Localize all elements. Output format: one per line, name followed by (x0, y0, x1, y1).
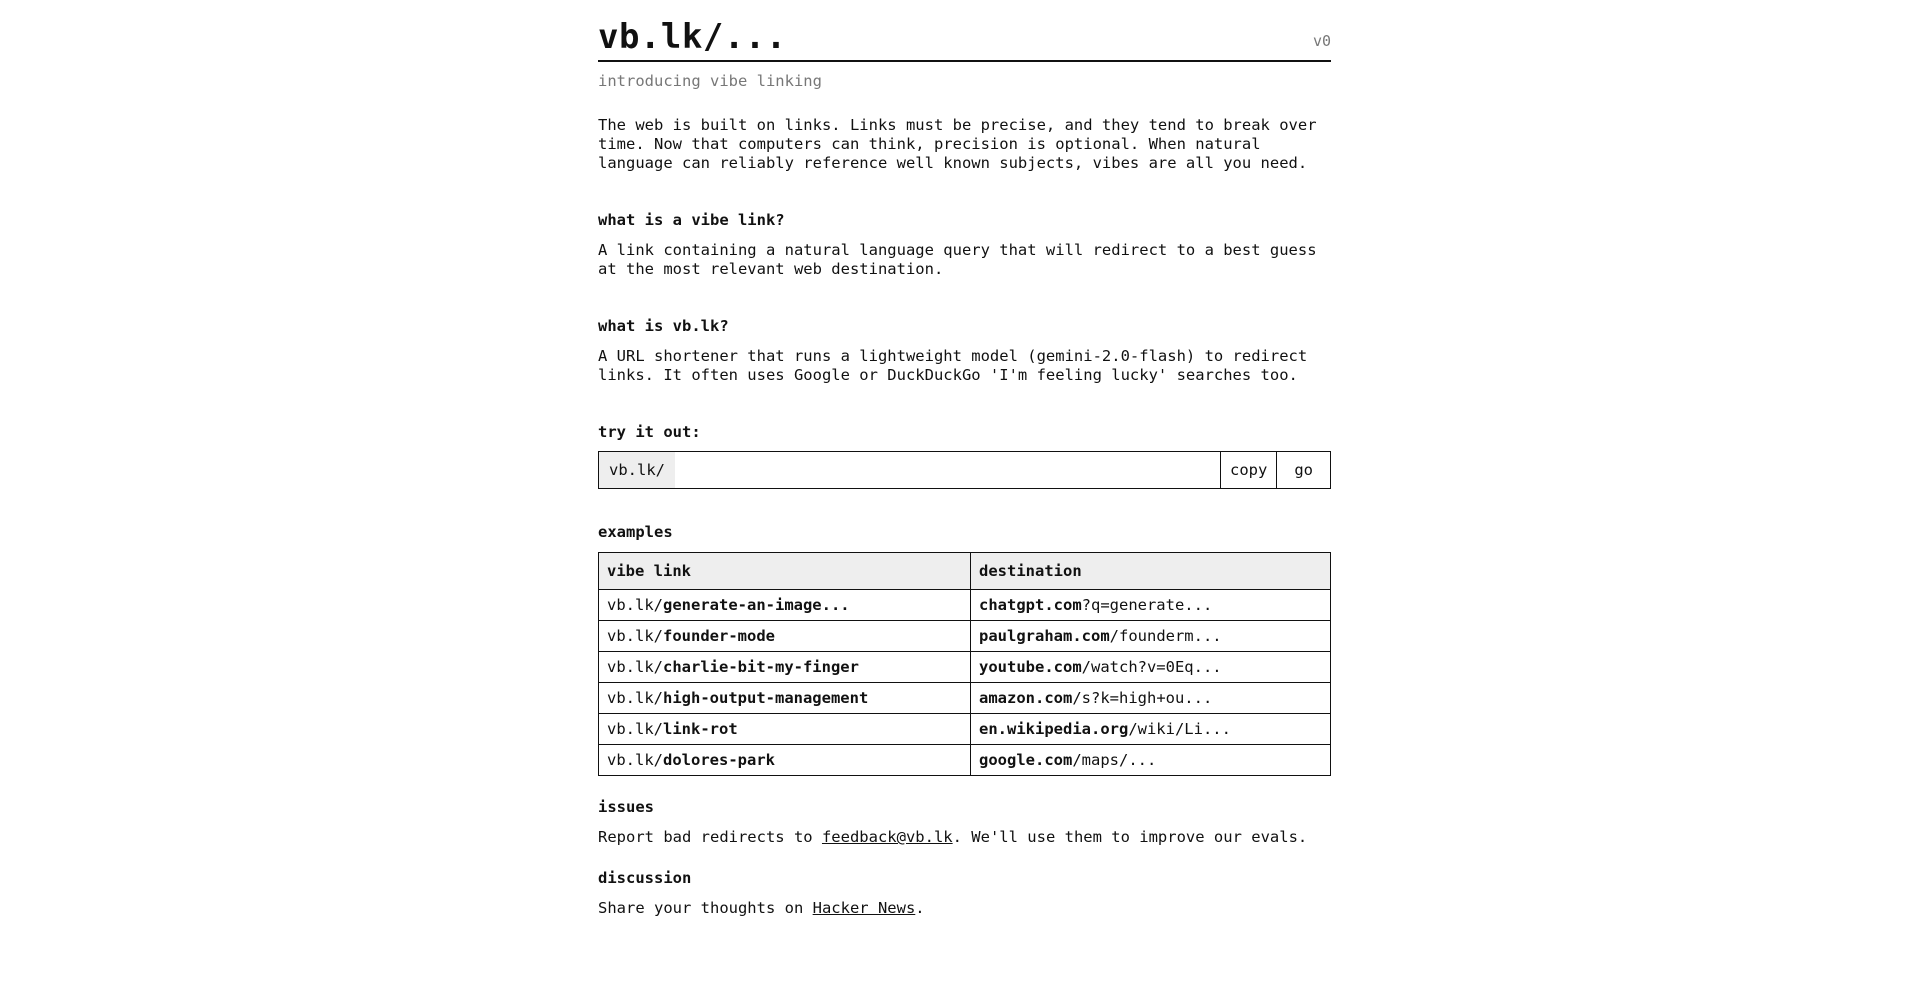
go-button[interactable]: go (1276, 452, 1330, 488)
section-heading: discussion (598, 869, 692, 887)
examples-table (598, 552, 1331, 776)
column-header-vibe-link: vibe link (599, 553, 971, 590)
vibe-query-input[interactable] (675, 452, 1220, 488)
subtitle: introducing vibe linking (598, 72, 822, 90)
link-slug: charlie-bit-my-finger (663, 658, 859, 676)
dest-path: /maps/... (1072, 751, 1157, 769)
destination-cell (971, 683, 1331, 714)
dest-domain: paulgraham.com (979, 627, 1110, 645)
link-slug: generate-an-image... (663, 596, 850, 614)
link-slug: high-output-management (663, 689, 869, 707)
dest-path: /s?k=high+ou... (1072, 689, 1213, 707)
table-header-row (599, 553, 1331, 590)
hacker-news-link[interactable]: Hacker News (812, 899, 916, 917)
section-what-is-vblk (598, 317, 1331, 385)
try-it-form (598, 451, 1331, 489)
section-heading: issues (598, 798, 654, 816)
section-text (598, 899, 1331, 918)
dest-path: /watch?v=0Eq... (1081, 658, 1222, 676)
section-try-it (598, 423, 1331, 489)
destination-cell (971, 621, 1331, 652)
section-issues (598, 798, 1331, 847)
section-text: A URL shortener that runs a lightweight model (gemini-2.0-flash) to redirect links. It often uses Google or DuckDuckGo 'I'm feeling lucky' searches too. (598, 347, 1308, 384)
table-row[interactable] (599, 590, 1331, 621)
table-row[interactable] (599, 745, 1331, 776)
link-prefix: vb.lk/ (607, 751, 663, 769)
table-row[interactable] (599, 714, 1331, 745)
vibe-link-cell[interactable] (599, 590, 971, 621)
text-post: . (915, 899, 925, 917)
text-pre: Share your thoughts on (598, 899, 813, 917)
vibe-link-cell[interactable] (599, 652, 971, 683)
vibe-link-cell[interactable] (599, 683, 971, 714)
section-text: A link containing a natural language query that will redirect to a best guess at the most relevant web destination. (598, 241, 1317, 278)
intro-text: The web is built on links. Links must be precise, and they tend to break over time. Now that computers can think, precision is optional. When natural language can reliably reference well known subjects, vibes are all you need. (598, 116, 1317, 172)
dest-domain: google.com (979, 751, 1073, 769)
destination-cell (971, 714, 1331, 745)
table-row[interactable] (599, 683, 1331, 714)
dest-domain: en.wikipedia.org (979, 720, 1129, 738)
dest-path: ?q=generate... (1081, 596, 1213, 614)
dest-domain: youtube.com (979, 658, 1082, 676)
page-title: vb.lk/... (598, 17, 787, 57)
text-post: . We'll use them to improve our evals. (952, 828, 1308, 846)
section-heading: examples (598, 523, 673, 541)
dest-path: /wiki/Li... (1128, 720, 1231, 738)
vibe-link-cell[interactable] (599, 621, 971, 652)
section-heading: what is vb.lk? (598, 317, 729, 335)
section-text (598, 828, 1331, 847)
page (598, 0, 1331, 918)
link-prefix: vb.lk/ (607, 689, 663, 707)
link-slug: link-rot (663, 720, 738, 738)
destination-cell (971, 590, 1331, 621)
dest-domain: amazon.com (979, 689, 1073, 707)
section-examples (598, 523, 1331, 776)
dest-path: /founderm... (1109, 627, 1222, 645)
version-label: v0 (1312, 32, 1331, 50)
dest-domain: chatgpt.com (979, 596, 1082, 614)
feedback-email-link[interactable]: feedback@vb.lk (821, 828, 953, 846)
link-prefix: vb.lk/ (607, 720, 663, 738)
link-slug: founder-mode (663, 627, 775, 645)
section-what-is-vibe-link (598, 211, 1331, 279)
copy-button[interactable]: copy (1220, 452, 1276, 488)
vibe-link-cell[interactable] (599, 714, 971, 745)
table-row[interactable] (599, 621, 1331, 652)
vibe-link-cell[interactable] (599, 745, 971, 776)
section-discussion (598, 869, 1331, 918)
destination-cell (971, 745, 1331, 776)
destination-cell (971, 652, 1331, 683)
link-slug: dolores-park (663, 751, 775, 769)
header (598, 0, 1331, 62)
link-prefix: vb.lk/ (607, 596, 663, 614)
table-row[interactable] (599, 652, 1331, 683)
text-pre: Report bad redirects to (598, 828, 822, 846)
link-prefix: vb.lk/ (607, 627, 663, 645)
column-header-destination: destination (971, 553, 1331, 590)
link-prefix: vb.lk/ (607, 658, 663, 676)
section-heading: try it out: (598, 423, 701, 441)
section-heading: what is a vibe link? (598, 211, 785, 229)
url-prefix: vb.lk/ (599, 452, 675, 488)
